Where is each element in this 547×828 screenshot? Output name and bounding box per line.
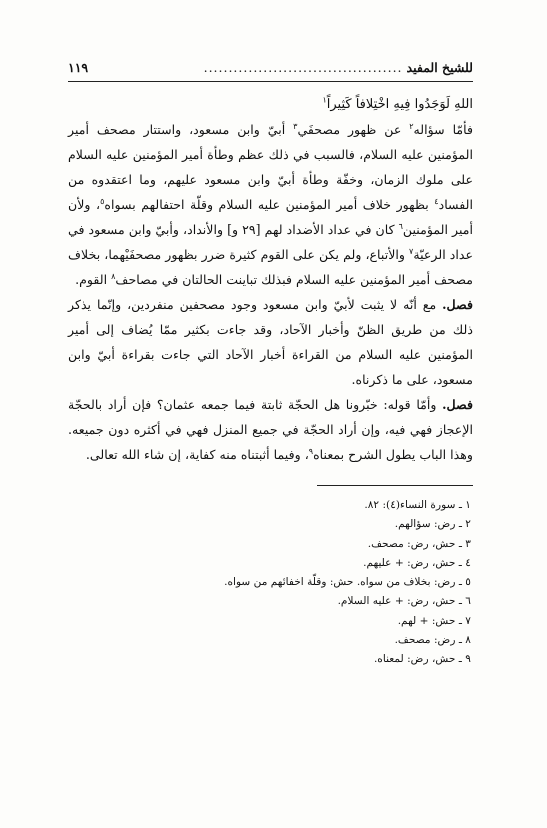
page-number: ١١٩ (68, 60, 89, 75)
footnote: ٩ ـ حش، رض: لمعناه. (373, 653, 471, 666)
section-heading: فصل. (442, 297, 473, 312)
footnotes (68, 496, 473, 670)
footnote: ٦ ـ حش، رض: + عليه السلام. (337, 595, 471, 608)
footnote-ref: ١ (322, 95, 327, 105)
footnote: ٤ ـ حش، رض: + عليهم. (363, 556, 471, 569)
main-text (68, 92, 473, 467)
footnote-ref: ٥ (100, 196, 105, 206)
footnote-ref: ٧ (409, 246, 414, 256)
paragraph-2: فصل. مع أنّه لا يثبت لأبيّ وابن مسعود وجود مصحفين منفردين، وإنّما يذكر ذلك من طريق الظنّ وأخبار الآحاد، وقد جاءت بكثير ممّا يُضاف إلى أمير المؤمنين عليه السلام من القراءة أخبار الآحاد التي جاءت بقراءة أبيّ وابن مسعود، على ما ذكرناه. (68, 297, 473, 387)
footnote: ٣ ـ حش، رض: مصحف. (367, 537, 471, 550)
quran-line: اللهِ لَوَجَدُوا فِيهِ اخْتِلافاً كَثِيراً$^١$ (322, 95, 473, 112)
footnote-ref: ٣ (293, 121, 298, 131)
footnote: ١ ـ سورة النساء(٤): ٨٢. (364, 499, 471, 511)
running-header (68, 60, 473, 82)
footnote: ٨ ـ رض: مصحف. (394, 634, 471, 647)
footnote-ref: ٦ (398, 221, 403, 231)
paragraph-1: فأمّا سؤاله$^٢$ عن ظهور مصحفَي$^٣$ أبيّ وابن مسعود، واستتار مصحف أمير المؤمنين عليه السلام، فالسبب في ذلك عظم وطأة أمير المؤمنين عليه السلام على ملوك الزمان، وخفّة وطأة أبيّ وابن مسعود عليهم، وما اعتقدوه من الفساد$^٤$ بظهور خلاف أمير المؤمنين عليه السلام وقلّة احتفالهم بسواه$^٥$، ولأن أمير المؤمنين$^٦$ كان في عداد الأضداد لهم [٢٩ و] والأنداد، وأبيّ وابن مسعود في عداد الرعيّة$^٧$ والأتباع، ولم يكن على القوم كثيرة ضرر بظهور مصحفَيْهما، بخلاف مصحف أمير المؤمنين عليه السلام فبذلك تباينت الحالتان في مصاحف$^٨$ القوم. (68, 121, 474, 287)
footnote-ref: ٢ (409, 121, 414, 131)
paragraph-3: فصل. وأمّا قوله: خبّرونا هل الحجّة ثابتة فيما جمعه عثمان؟ فإن أراد بالحجّة الإعجاز فهي فيه، وإن أراد الحجّة في جميع المنزل فهي في أكثره دون جميعه. وهذا الباب يطول الشرح بمعناه$^٩$، وفيما أثبتناه منه كفاية، إن شاء الله تعالى. (68, 397, 473, 462)
footnote: ٥ ـ رض: بخلاف من سواه. حش: وقلّة اخفائهم من سواه. (224, 576, 471, 589)
header-title: للشيخ المفيد (406, 60, 473, 75)
footnote: ٧ ـ حش: + لهم. (397, 614, 471, 627)
footnote-divider (317, 485, 473, 486)
header-dots: ........................................ (203, 60, 403, 75)
footnote-ref: ٨ (111, 271, 116, 281)
footnote: ٢ ـ رض: سؤالهم. (394, 518, 471, 531)
footnote-ref: ٤ (434, 196, 439, 206)
section-heading: فصل. (442, 397, 473, 412)
footnote-ref: ٩ (308, 446, 314, 456)
